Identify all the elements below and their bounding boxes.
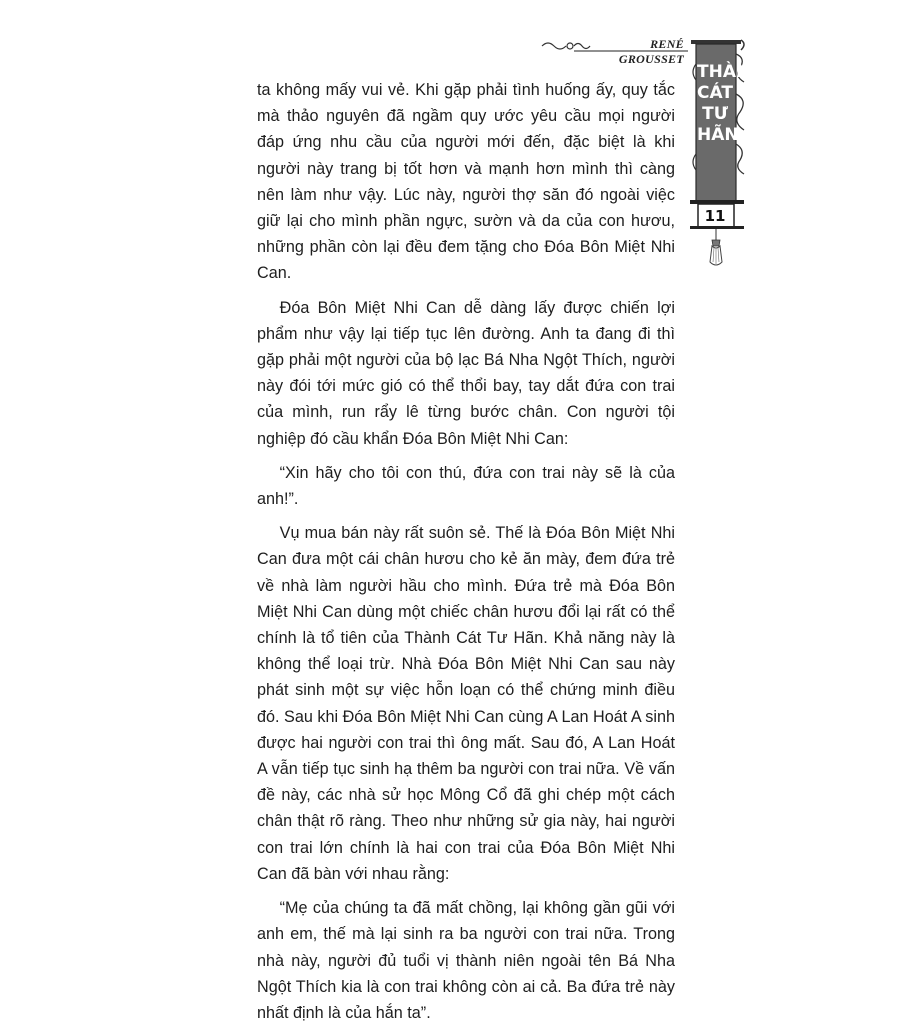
paragraph: Đóa Bôn Miệt Nhi Can dễ dàng lấy được chiến lợi phẩm như vậy lại tiếp tục lên đường. Anh ta đang đi thì gặp phải một người của bộ lạc Bá Nha Ngột Thích, người này đói tới mức gió có thể thổi bay, tay dắt đứa con trai của mình, run rẩy lê từng bước chân. Con người tội nghiệp đó cầu khẩn Đóa Bôn Miệt Nhi Can: bbox=[257, 298, 675, 448]
paragraph: “Mẹ của chúng ta đã mất chồng, lại không gần gũi với anh em, thế mà lại sinh ra ba người con trai nữa. Trong nhà này, người đủ tuổi vị thành niên ngoài tên Bá Nha Ngột Thích kia là con trai không còn ai cả. Ba đứa trẻ này nhất định là của hắn ta”. bbox=[257, 899, 675, 1022]
book-title-vertical bbox=[697, 62, 765, 146]
title-line: CÁT bbox=[697, 83, 733, 103]
title-line: HÃN bbox=[697, 125, 739, 145]
title-line: TƯ bbox=[702, 104, 728, 124]
page-number: 11 bbox=[704, 207, 726, 225]
paragraph: Vụ mua bán này rất suôn sẻ. Thế là Đóa Bôn Miệt Nhi Can đưa một cái chân hươu cho kẻ ăn mày, đem đứa trẻ về nhà làm người hầu cho mình. Đứa trẻ mà Đóa Bôn Miệt Nhi Can dùng một chiếc chân hươu đổi lại rất có thể chính là tổ tiên của Thành Cát Tư Hãn. Khả năng này là không thể loại trừ. Nhà Đóa Bôn Miệt Nhi Can sau này phát sinh một sự việc hỗn loạn có thể chứng minh điều đó. Sau khi Đóa Bôn Miệt Nhi Can cùng A Lan Hoát A sinh được hai người con trai thì ông mất. Sau đó, A Lan Hoát A vẫn tiếp tục sinh hạ thêm ba người con trai nữa. Về vấn đề này, các nhà sử học Mông Cổ đã ghi chép một cách chân thật rõ ràng. Theo như những sử gia này, hai người con trai lớn chính là hai con trai của Đóa Bôn Miệt Nhi Can đã bàn với nhau rằng: bbox=[257, 524, 675, 883]
body-text bbox=[257, 77, 675, 1026]
author-name: RENÉ GROUSSET bbox=[618, 37, 684, 66]
paragraph: ta không mấy vui vẻ. Khi gặp phải tình huống ấy, quy tắc mà thảo nguyên đã ngầm quy ước yêu cầu mọi người đáp ứng nhu cầu của người mới đến, đặc biệt là khi người này trang bị tốt hơn và mạnh hơn mình thì càng nên làm như vậy. Lúc này, người thợ săn đó ngoài việc giữ lại cho mình phần ngực, sườn và da của con hươu, những phần còn lại đều đem tặng cho Đóa Bôn Miệt Nhi Can. bbox=[257, 81, 675, 283]
paragraph: “Xin hãy cho tôi con thú, đứa con trai này sẽ là của anh!”. bbox=[257, 463, 675, 509]
title-line: THÀNH bbox=[697, 62, 765, 82]
